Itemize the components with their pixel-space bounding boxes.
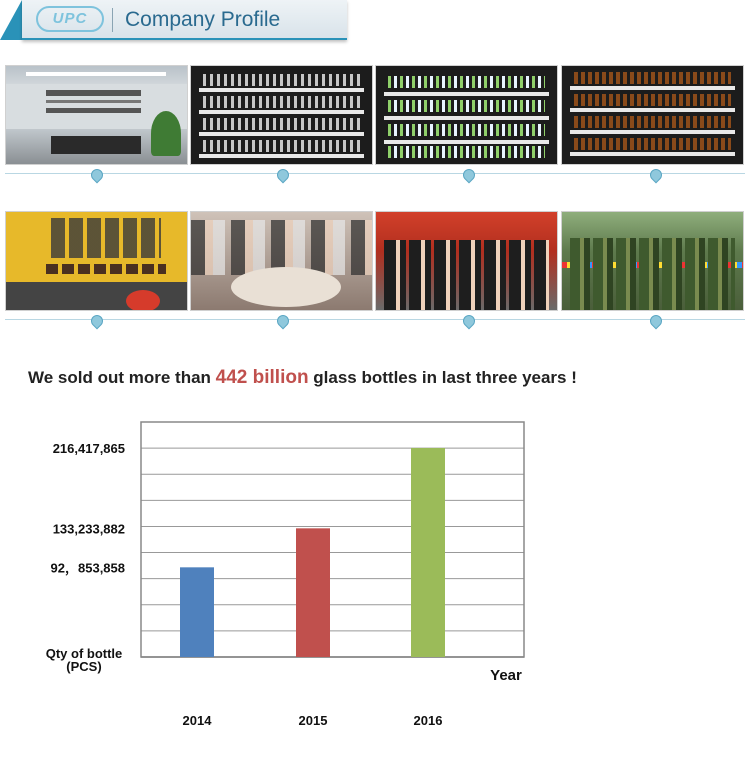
team-activity-photo — [190, 211, 373, 311]
bar-2014 — [180, 567, 214, 657]
photo-pin-icon — [91, 169, 101, 181]
x-tick-label-2016: 2016 — [413, 713, 443, 728]
showroom-shelf-amber-bottles-photo — [561, 65, 744, 165]
showroom-shelf-clear-bottles-photo — [190, 65, 373, 165]
bar-2016 — [411, 448, 445, 657]
chart-svg — [0, 410, 750, 765]
sales-bar-chart — [0, 410, 750, 765]
y-tick-label: 133,233,882 — [52, 521, 125, 537]
team-outdoor-training-photo — [561, 211, 744, 311]
photo-pin-icon — [650, 315, 660, 327]
y-axis-label: Qty of bottle — [45, 646, 123, 661]
header-banner — [0, 0, 750, 44]
bar-2015 — [296, 528, 330, 657]
x-tick-label-2014: 2014 — [182, 713, 212, 728]
photo-pin-icon — [91, 315, 101, 327]
x-tick-label-2015: 2015 — [298, 713, 328, 728]
photo-pin-icon — [463, 315, 473, 327]
team-group-photo — [375, 211, 558, 311]
photo-pin-icon — [277, 315, 287, 327]
photo-pin-icon — [463, 169, 473, 181]
photo-row-2 — [0, 211, 750, 331]
header-separator — [112, 8, 113, 32]
wall-awards-photo — [5, 211, 188, 311]
headline-suffix: glass bottles in last three years ! — [308, 368, 577, 387]
photo-pin-icon — [650, 169, 660, 181]
y-tick-label: 216,417,865 — [52, 441, 125, 456]
showroom-shelf-green-bottles-photo — [375, 65, 558, 165]
page-title: Company Profile — [125, 8, 281, 31]
chart-labels — [46, 441, 522, 728]
headline-highlight: 442 billion — [215, 367, 309, 388]
banner-corner-accent — [0, 0, 22, 40]
y-axis-unit-label: (PCS) — [66, 659, 102, 674]
photo-row-1 — [0, 65, 750, 185]
photo-pin-icon — [277, 169, 287, 181]
upc-logo: UPC — [36, 6, 104, 32]
sales-headline — [28, 367, 577, 389]
photo-rail — [5, 319, 745, 320]
photo-rail — [5, 173, 745, 174]
headline-prefix: We sold out more than — [28, 368, 216, 387]
y-tick-label: 92，853,858 — [50, 560, 125, 576]
x-axis-label: Year — [490, 667, 522, 684]
office-reception-photo — [5, 65, 188, 165]
